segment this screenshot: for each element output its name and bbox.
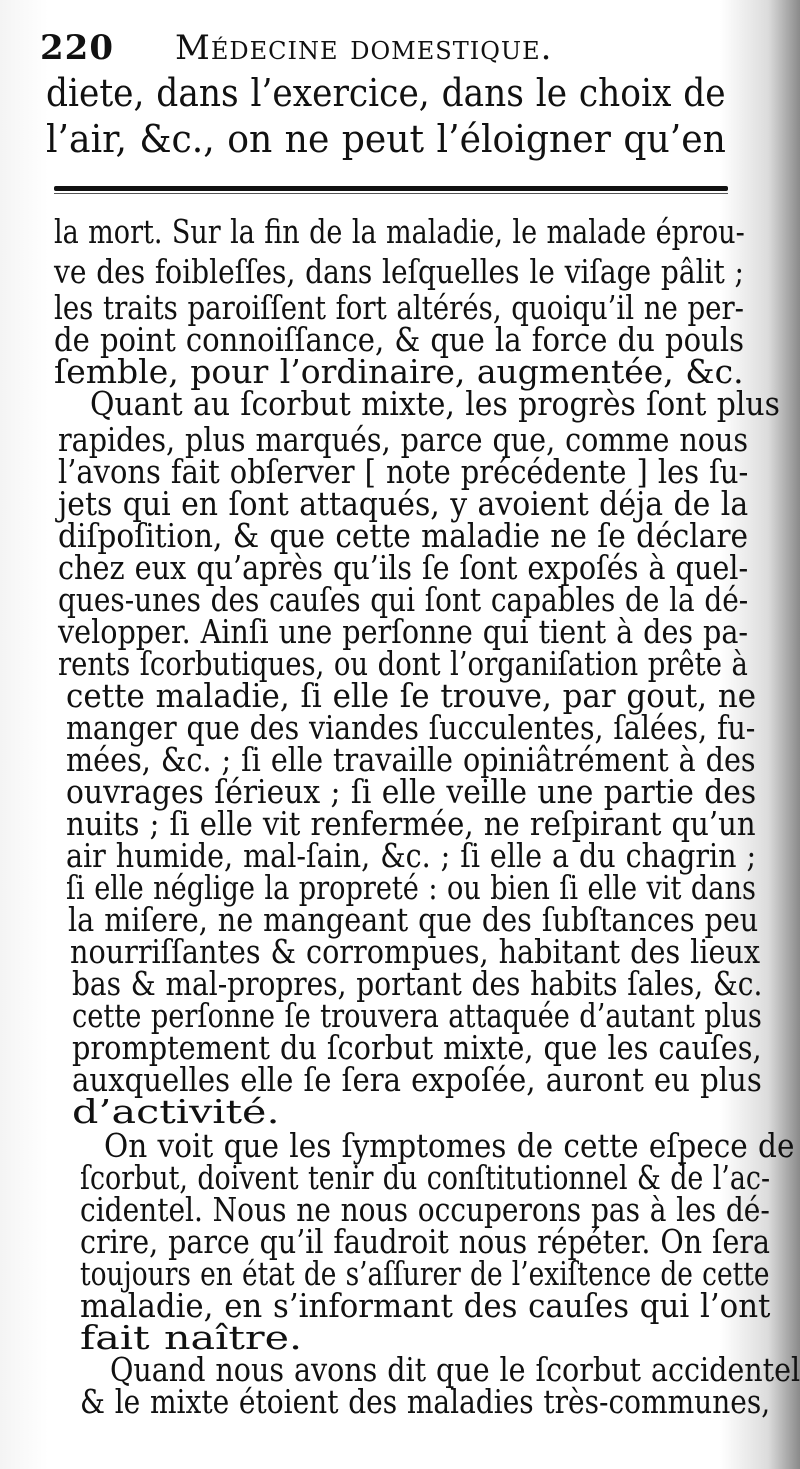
text-line: maladie, en s’informant des cauſes qui l’ont (80, 1286, 771, 1325)
running-title: Médecine domestique. (175, 28, 553, 68)
text-line: chez eux qu’après qu’ils ſe ſont expoſés à quel- (58, 548, 749, 587)
text-line: fait naître. (80, 1318, 303, 1357)
text-line: nourriſſantes & corrompues, habitant des lieux (70, 932, 760, 971)
running-header (40, 26, 740, 70)
text-line: rents ſcorbutiques, ou dont l’organiſation prête à (58, 644, 748, 683)
text-line: cette perſonne ſe trouvera attaquée d’autant plus (72, 996, 762, 1035)
section-rule-thin (54, 193, 728, 194)
text-line: On voit que les ſymptomes de cette eſpece de (104, 1126, 795, 1165)
text-line: nuits ; ſi elle vit renfermée, ne reſpirant qu’un (66, 804, 756, 843)
text-line: ouvrages ſérieux ; ſi elle veille une partie des (66, 772, 757, 811)
text-line: promptement du ſcorbut mixte, que les cauſes, (72, 1028, 762, 1067)
text-line: cidentel. Nous ne nous occuperons pas à les dé- (80, 1190, 770, 1229)
text-line: ques-unes des cauſes qui ſont capables de la dé- (58, 580, 749, 619)
text-line: jets qui en ſont attaqués, y avoient déja de la (58, 484, 749, 523)
page-number: 220 (40, 28, 114, 68)
text-line: l’air, &c., on ne peut l’éloigner qu’en (46, 117, 726, 161)
text-line: diſpoſition, & que cette maladie ne ſe déclare (58, 516, 749, 555)
text-line: Quant au ſcorbut mixte, les progrès ſont plus (90, 384, 780, 423)
text-line: de point connoiſſance, & que la force du pouls (54, 320, 745, 359)
text-line: cette maladie, ſi elle ſe trouve, par gout, ne (66, 676, 757, 715)
section-rule (54, 186, 728, 191)
text-line: rapides, plus marqués, parce que, comme nous (58, 420, 749, 459)
text-line: bas & mal-propres, portant des habits ſales, &c. (72, 964, 763, 1003)
text-line: & le mixte étoient des maladies très-communes, (80, 1382, 771, 1421)
text-line: velopper. Ainſi une perſonne qui tient à des pa- (58, 612, 749, 651)
text-line: manger que des viandes ſucculentes, ſalées, fu- (66, 708, 756, 747)
text-line: ſcorbut, doivent tenir du conſtitutionnel & de l’ac- (80, 1158, 771, 1197)
text-line: diete, dans l’exercice, dans le choix de (46, 71, 726, 115)
text-line: les traits paroiſſent fort altérés, quoiqu’il ne per- (54, 288, 745, 327)
text-line: l’avons fait obſerver [ note précédente ] les ſu- (58, 452, 749, 491)
text-line: crire, parce qu’il faudroit nous répéter. On ſera (80, 1222, 770, 1261)
text-line: la mort. Sur la fin de la maladie, le malade éprou- (54, 212, 745, 251)
text-line: ve des foibleſſes, dans leſquelles le viſage pâlit ; (54, 252, 745, 291)
text-line: ſi elle néglige la propreté : ou bien ſi elle vit dans (66, 868, 756, 907)
text-line: Quand nous avons dit que le ſcorbut accidentel (110, 1350, 800, 1389)
text-line: la miſere, ne mangeant que des ſubſtances peu (68, 900, 759, 939)
text-line: auxquelles elle ſe ſera expoſée, auront eu plus (72, 1060, 762, 1099)
text-line: mées, &c. ; ſi elle travaille opiniâtrément à des (66, 740, 756, 779)
text-line: d’activité. (72, 1092, 280, 1131)
text-line: air humide, mal-ſain, &c. ; ſi elle a du chagrin ; (66, 836, 757, 875)
text-line: ſemble, pour l’ordinaire, augmentée, &c. (54, 352, 744, 391)
text-line: toujours en état de s’aſſurer de l’exiſtence de cette (80, 1254, 770, 1293)
